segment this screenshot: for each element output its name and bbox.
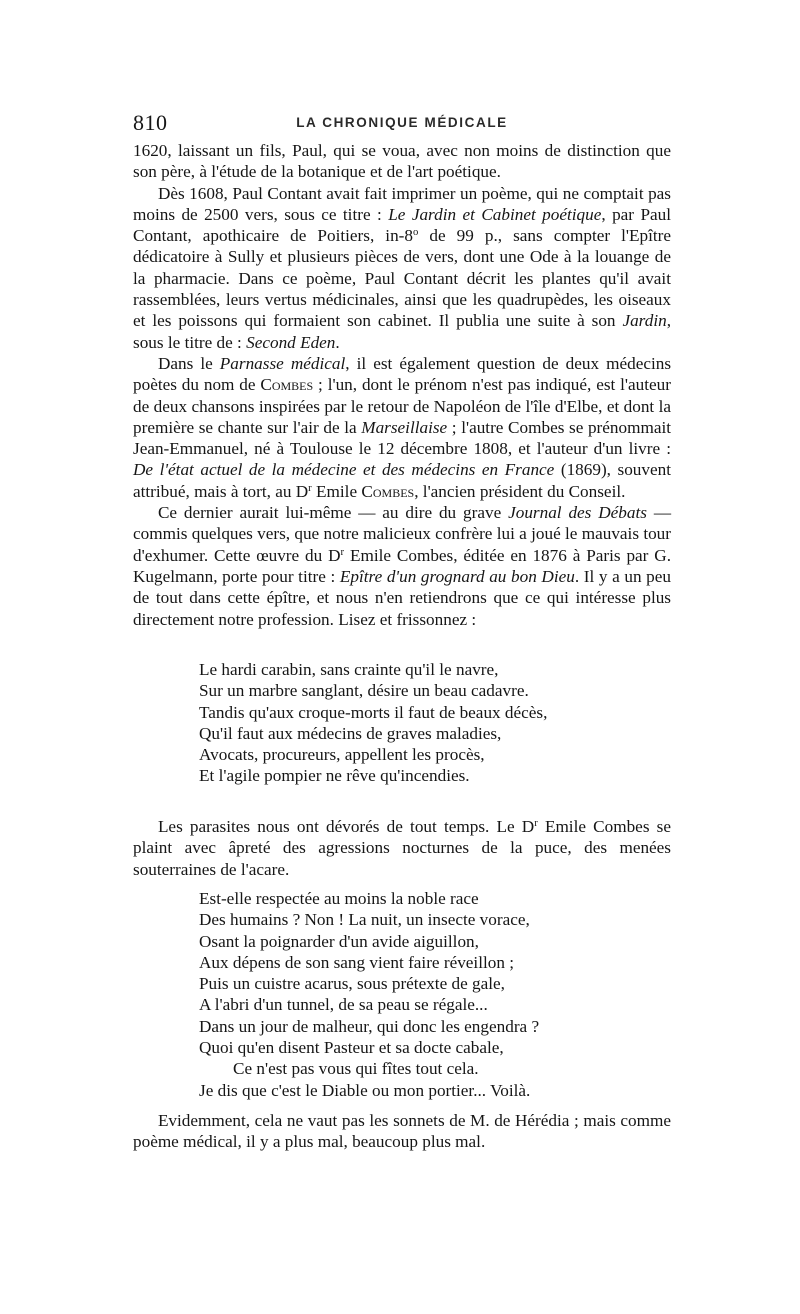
poem-line: Je dis que c'est le Diable ou mon portier... Voilà. (199, 1080, 531, 1100)
paragraph-journal: Ce dernier aurait lui-même — au dire du grave Journal des Débats — commis quelques vers, que notre malicieux confrère lui a joué le mauvais tour d'exhumer. Cette œuvre du $D^r$ Emile Combes, éditée en 1876 à Paris par G. Kugelmann, porte pour titre : Epître d'un grognard au bon Dieu. Il y a un peu de tout dans cette épître, et nous n'en retiendrons que ce qui intéresse plus directement notre profession. Lisez et frissonnez : (133, 503, 672, 629)
poem-line: Tandis qu'aux croque-morts il faut de beaux décès, (199, 702, 548, 722)
book-title: Jardin (622, 311, 667, 331)
paragraph-parasites: Les parasites nous ont dévorés de tout temps. Le $D^r$ Emile Combes se plaint avec âpreté des agressions nocturnes de la puce, des menées souterraines de l'acare. (133, 817, 671, 879)
poem-excerpt-parasites (199, 888, 539, 1101)
poem-line: Puis un cuistre acarus, sous prétexte de gale, (199, 974, 505, 994)
poem-line: Est-elle respectée au moins la noble race (199, 889, 479, 908)
poem-line: Sur un marbre sanglant, désire un beau cadavre. (199, 681, 529, 701)
poem-line: Le hardi carabin, sans crainte qu'il le navre, (199, 660, 499, 679)
paragraph-parnasse: Dans le Parnasse médical, il est également question de deux médecins poètes du nom de Combes ; l'un, dont le prénom n'est pas indiqué, est l'auteur de deux chansons inspirées par le retour de Napoléon de l'île d'Elbe, et dont la première se chante sur l'air de la Marseillaise ; l'autre Combes se prénommait Jean-Emmanuel, né à Toulouse le 12 décembre 1808, et l'auteur d'un livre : De l'état actuel de la médecine et des médecins en France (1869), souvent attribué, mais à tort, au $D^r$ Emile Combes, l'ancien président du Conseil. (133, 353, 672, 501)
paragraph-conclusion: Evidemment, cela ne vaut pas les sonnets de M. de Hérédia ; mais comme poème médical, il y a plus mal, beaucoup plus mal. (133, 1111, 671, 1152)
poem-line: Et l'agile pompier ne rêve qu'incendies. (199, 766, 470, 786)
song-title: Marseillaise (361, 417, 448, 437)
book-title: Epître d'un grognard au bon Dieu (339, 566, 575, 586)
paragraph-continuation: 1620, laissant un fils, Paul, qui se voua, avec non moins de distinction que son père, à l'étude de la botanique et de l'art poétique. (133, 141, 671, 182)
poem-line: Quoi qu'en disent Pasteur et sa docte cabale, (199, 1038, 504, 1058)
body-text (133, 140, 671, 630)
poem-excerpt-carabin (199, 659, 547, 787)
poem-line: Qu'il faut aux médecins de graves maladies, (199, 723, 502, 743)
paragraph-contant-poem: Dès 1608, Paul Contant avait fait imprimer un poème, qui ne comptait pas moins de 2500 vers, sous ce titre : Le Jardin et Cabinet poétique, par Paul Contant, apothicaire de Poitiers, in-8$^o$ de 99 p., sans compter l'Epître dédicatoire à Sully et plusieurs pièces de vers, dont une Ode à la louange de la pharmacie. Dans ce poème, Paul Contant décrit les plantes qu'il avait rassemblées, leurs vertus médicinales, ainsi que les quadrupèdes, les oiseaux et les poissons qui formaient son cabinet. Il publia une suite à son Jardin, sous le titre de : Second Eden. (133, 183, 672, 352)
journal-title: Journal des Débats (508, 503, 647, 523)
book-title: De l'état actuel de la médecine et des médecins en France (133, 460, 555, 480)
poem-line: Aux dépens de son sang vient faire réveillon ; (199, 952, 515, 972)
page-number: 810 (133, 110, 168, 135)
running-title: LA CHRONIQUE MÉDICALE (296, 115, 508, 130)
poem-line: Avocats, procureurs, appellent les procès, (199, 745, 485, 765)
page-header (133, 108, 671, 138)
poem-line: Dans un jour de malheur, qui donc les engendra ? (199, 1016, 540, 1036)
book-title: Second Eden (246, 332, 336, 352)
book-title: Le Jardin et Cabinet poétique (388, 204, 602, 224)
book-title: Parnasse médical (219, 353, 346, 373)
poem-line: A l'abri d'un tunnel, de sa peau se régale... (199, 995, 488, 1015)
poem-line: Ce n'est pas vous qui fîtes tout cela. (233, 1059, 479, 1079)
poem-line: Des humains ? Non ! La nuit, un insecte vorace, (199, 910, 530, 930)
poem-line: Osant la poignarder d'un avide aiguillon, (199, 931, 479, 951)
